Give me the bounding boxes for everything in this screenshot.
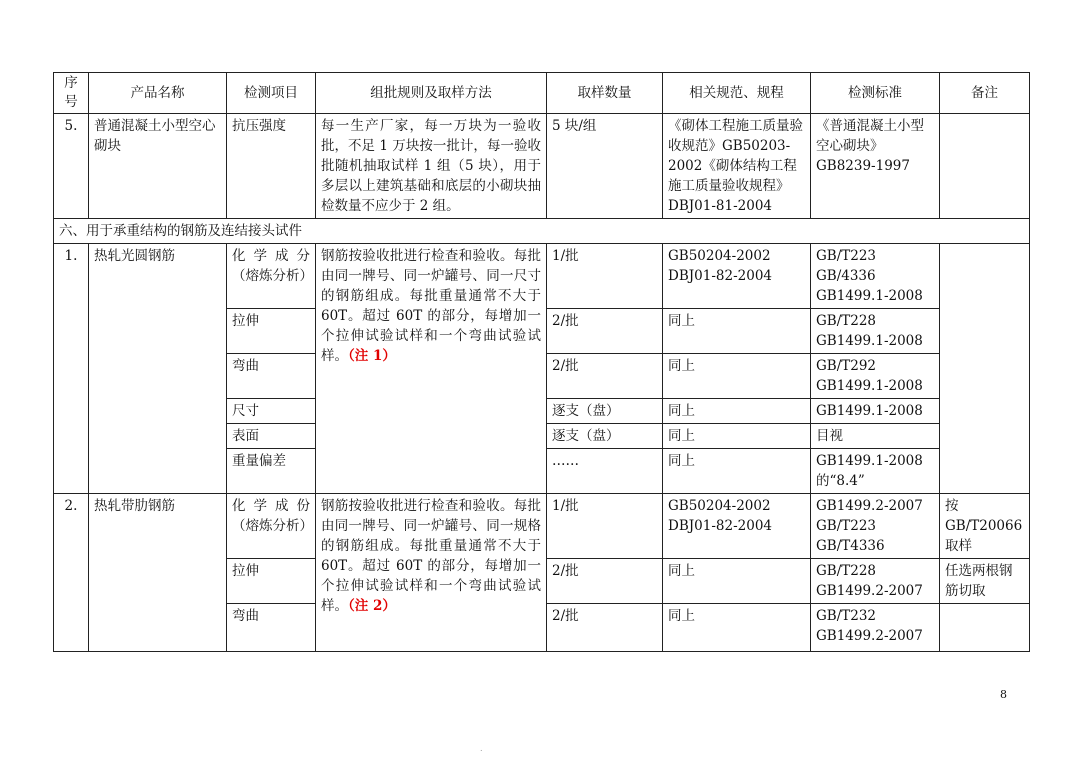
row-product: 普通混凝土小型空心砌块 (89, 114, 227, 219)
row-qty: 逐支（盘） (547, 424, 663, 449)
footer-dot: . (480, 744, 483, 753)
section-title: 六、用于承重结构的钢筋及连结接头试件 (54, 219, 1030, 244)
row-spec: 同上 (663, 354, 811, 399)
row-item: 重量偏差 (227, 449, 316, 494)
row-item: 弯曲 (227, 604, 316, 652)
row-item: 弯曲 (227, 354, 316, 399)
header-rule: 组批规则及取样方法 (316, 73, 547, 114)
row-std: GB/T223 GB/4336 GB1499.1-2008 (811, 244, 940, 309)
row-std: 目视 (811, 424, 940, 449)
note-ref: （注 1） (348, 348, 396, 364)
section-row (54, 219, 1030, 244)
row-remark (940, 114, 1030, 219)
header-remark: 备注 (940, 73, 1030, 114)
rule-text: 钢筋按验收批进行检查和验收。每批由同一牌号、同一炉罐号、同一规格的钢筋组成。每批重量通常不大于 60T。超过 60T 的部分，每增加一个拉伸试验试样和一个弯曲试验试样。 (321, 498, 541, 614)
row-qty: 5 块/组 (547, 114, 663, 219)
row-qty: 2/批 (547, 354, 663, 399)
header-item: 检测项目 (227, 73, 316, 114)
row-spec: 《砌体工程施工质量验收规范》GB50203-2002《砌体结构工程施工质量验收规程》DBJ01-81-2004 (663, 114, 811, 219)
row-spec: GB50204-2002 DBJ01-82-2004 (663, 494, 811, 559)
row-item: 拉伸 (227, 309, 316, 354)
row-no: 1. (54, 244, 89, 494)
row-qty: 2/批 (547, 604, 663, 652)
row-spec: 同上 (663, 604, 811, 652)
row-std: GB1499.1-2008 的“8.4” (811, 449, 940, 494)
row-item: 拉伸 (227, 559, 316, 604)
row-spec: 同上 (663, 399, 811, 424)
rule-text: 钢筋按验收批进行检查和验收。每批由同一牌号、同一炉罐号、同一尺寸的钢筋组成。每批重量通常不大于 60T。超过 60T 的部分，每增加一个拉伸试验试样和一个弯曲试验试样。 (321, 248, 541, 364)
row-remark: 任选两根钢筋切取 (940, 559, 1030, 604)
row-std: GB/T228 GB1499.2-2007 (811, 559, 940, 604)
page-number: 8 (1000, 688, 1007, 701)
row-std: GB/T232 GB1499.2-2007 (811, 604, 940, 652)
sampling-table (53, 72, 1030, 652)
header-spec: 相关规范、规程 (663, 73, 811, 114)
row-rule: 每一生产厂家，每一万块为一验收批，不足 1 万块按一批计，每一验收批随机抽取试样 1 组（5 块），用于多层以上建筑基础和底层的小砌块抽检数量不应少于 2 组。 (316, 114, 547, 219)
header-std: 检测标准 (811, 73, 940, 114)
header-qty: 取样数量 (547, 73, 663, 114)
row-qty: 1/批 (547, 244, 663, 309)
row-spec: GB50204-2002 DBJ01-82-2004 (663, 244, 811, 309)
row-spec: 同上 (663, 424, 811, 449)
row-item: 抗压强度 (227, 114, 316, 219)
table-header-row (54, 73, 1030, 114)
table-row (54, 244, 1030, 309)
row-qty: 1/批 (547, 494, 663, 559)
header-no: 序 号 (54, 73, 89, 114)
row-qty: …… (547, 449, 663, 494)
row-no: 5. (54, 114, 89, 219)
row-product: 热轧带肋钢筋 (89, 494, 227, 652)
row-item: 表面 (227, 424, 316, 449)
table-row (54, 494, 1030, 559)
row-std: GB1499.2-2007 GB/T223 GB/T4336 (811, 494, 940, 559)
row-qty: 2/批 (547, 309, 663, 354)
row-item: 化学成份（熔炼分析） (227, 494, 316, 559)
row-remark (940, 244, 1030, 494)
row-spec: 同上 (663, 309, 811, 354)
row-item: 尺寸 (227, 399, 316, 424)
table-row (54, 114, 1030, 219)
row-spec: 同上 (663, 559, 811, 604)
row-item: 化学成分（熔炼分析） (227, 244, 316, 309)
row-rule (316, 494, 547, 652)
row-std: GB/T228 GB1499.1-2008 (811, 309, 940, 354)
row-qty: 2/批 (547, 559, 663, 604)
note-ref: （注 2） (348, 598, 396, 614)
row-std: GB1499.1-2008 (811, 399, 940, 424)
row-rule (316, 244, 547, 494)
row-product: 热轧光圆钢筋 (89, 244, 227, 494)
row-no: 2. (54, 494, 89, 652)
row-std: 《普通混凝土小型空心砌块》GB8239-1997 (811, 114, 940, 219)
row-spec: 同上 (663, 449, 811, 494)
header-product: 产品名称 (89, 73, 227, 114)
row-remark (940, 604, 1030, 652)
row-remark: 按 GB/T20066 取样 (940, 494, 1030, 559)
row-qty: 逐支（盘） (547, 399, 663, 424)
row-std: GB/T292 GB1499.1-2008 (811, 354, 940, 399)
